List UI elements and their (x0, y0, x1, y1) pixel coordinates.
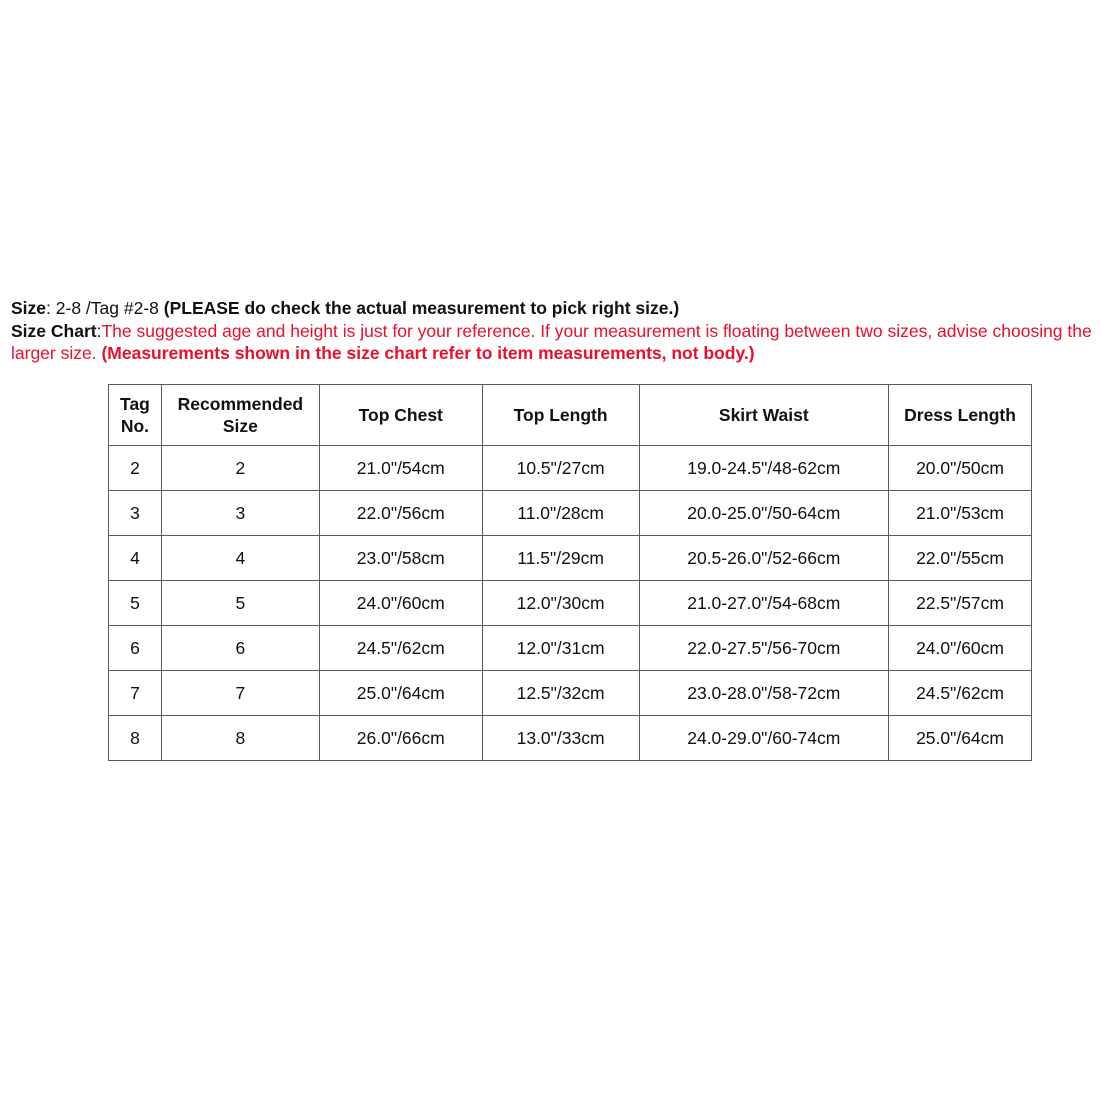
header-rec-line1: Recommended (177, 394, 304, 414)
size-note: (PLEASE do check the actual measurement to pick right size.) (163, 298, 680, 318)
cell-top-chest: 26.0"/66cm (319, 716, 482, 761)
cell-top-length: 12.5"/32cm (482, 671, 639, 716)
cell-top-chest: 25.0"/64cm (319, 671, 482, 716)
table-row (109, 671, 1032, 716)
table-row (109, 491, 1032, 536)
size-chart-label: Size Chart (11, 320, 97, 341)
header-recommended-size (161, 385, 319, 446)
cell-size: 3 (161, 491, 319, 536)
cell-skirt-waist: 20.0-25.0"/50-64cm (639, 491, 889, 536)
table-row (109, 446, 1032, 491)
table-row (109, 581, 1032, 626)
cell-dress-length: 21.0"/53cm (889, 491, 1032, 536)
size-value: : 2-8 /Tag #2-8 (46, 298, 164, 318)
cell-top-length: 12.0"/30cm (482, 581, 639, 626)
cell-dress-length: 24.5"/62cm (889, 671, 1032, 716)
size-line (11, 297, 1096, 320)
header-tag-no (109, 385, 162, 446)
cell-size: 8 (161, 716, 319, 761)
cell-size: 2 (161, 446, 319, 491)
cell-tag: 5 (109, 581, 162, 626)
cell-top-length: 11.0"/28cm (482, 491, 639, 536)
cell-tag: 3 (109, 491, 162, 536)
header-top-length: Top Length (482, 385, 639, 446)
table-row (109, 536, 1032, 581)
cell-skirt-waist: 21.0-27.0"/54-68cm (639, 581, 889, 626)
header-dress-length: Dress Length (889, 385, 1032, 446)
cell-tag: 7 (109, 671, 162, 716)
header-rec-line2: Size (222, 416, 258, 436)
size-chart-paragraph (11, 320, 1096, 365)
header-top-chest: Top Chest (319, 385, 482, 446)
size-label: Size (11, 298, 47, 318)
header-skirt-waist: Skirt Waist (639, 385, 889, 446)
cell-tag: 4 (109, 536, 162, 581)
cell-top-chest: 24.0"/60cm (319, 581, 482, 626)
cell-top-length: 12.0"/31cm (482, 626, 639, 671)
cell-top-length: 10.5"/27cm (482, 446, 639, 491)
cell-tag: 8 (109, 716, 162, 761)
size-chart-text: The suggested age and height is just for your reference. If your measurement is floating between two sizes, advise choosing the larger size. (11, 320, 1092, 363)
cell-top-chest: 21.0"/54cm (319, 446, 482, 491)
cell-tag: 2 (109, 446, 162, 491)
header-tag-line2: No. (120, 416, 150, 436)
cell-size: 7 (161, 671, 319, 716)
cell-top-chest: 23.0"/58cm (319, 536, 482, 581)
cell-top-length: 13.0"/33cm (482, 716, 639, 761)
cell-skirt-waist: 22.0-27.5"/56-70cm (639, 626, 889, 671)
cell-top-chest: 24.5"/62cm (319, 626, 482, 671)
cell-size: 6 (161, 626, 319, 671)
cell-skirt-waist: 24.0-29.0"/60-74cm (639, 716, 889, 761)
size-chart-table (108, 384, 1032, 761)
cell-skirt-waist: 19.0-24.5"/48-62cm (639, 446, 889, 491)
cell-skirt-waist: 20.5-26.0"/52-66cm (639, 536, 889, 581)
cell-size: 4 (161, 536, 319, 581)
cell-dress-length: 22.0"/55cm (889, 536, 1032, 581)
table-row (109, 626, 1032, 671)
size-chart-colon: : (96, 320, 102, 341)
table-row (109, 716, 1032, 761)
cell-top-chest: 22.0"/56cm (319, 491, 482, 536)
cell-top-length: 11.5"/29cm (482, 536, 639, 581)
cell-dress-length: 22.5"/57cm (889, 581, 1032, 626)
header-tag-line1: Tag (120, 394, 150, 414)
cell-dress-length: 25.0"/64cm (889, 716, 1032, 761)
cell-dress-length: 20.0"/50cm (889, 446, 1032, 491)
size-chart-note: (Measurements shown in the size chart refer to item measurements, not body.) (101, 343, 755, 363)
cell-dress-length: 24.0"/60cm (889, 626, 1032, 671)
cell-tag: 6 (109, 626, 162, 671)
cell-skirt-waist: 23.0-28.0"/58-72cm (639, 671, 889, 716)
cell-size: 5 (161, 581, 319, 626)
intro-text (11, 297, 1096, 365)
table-header-row (109, 385, 1032, 446)
